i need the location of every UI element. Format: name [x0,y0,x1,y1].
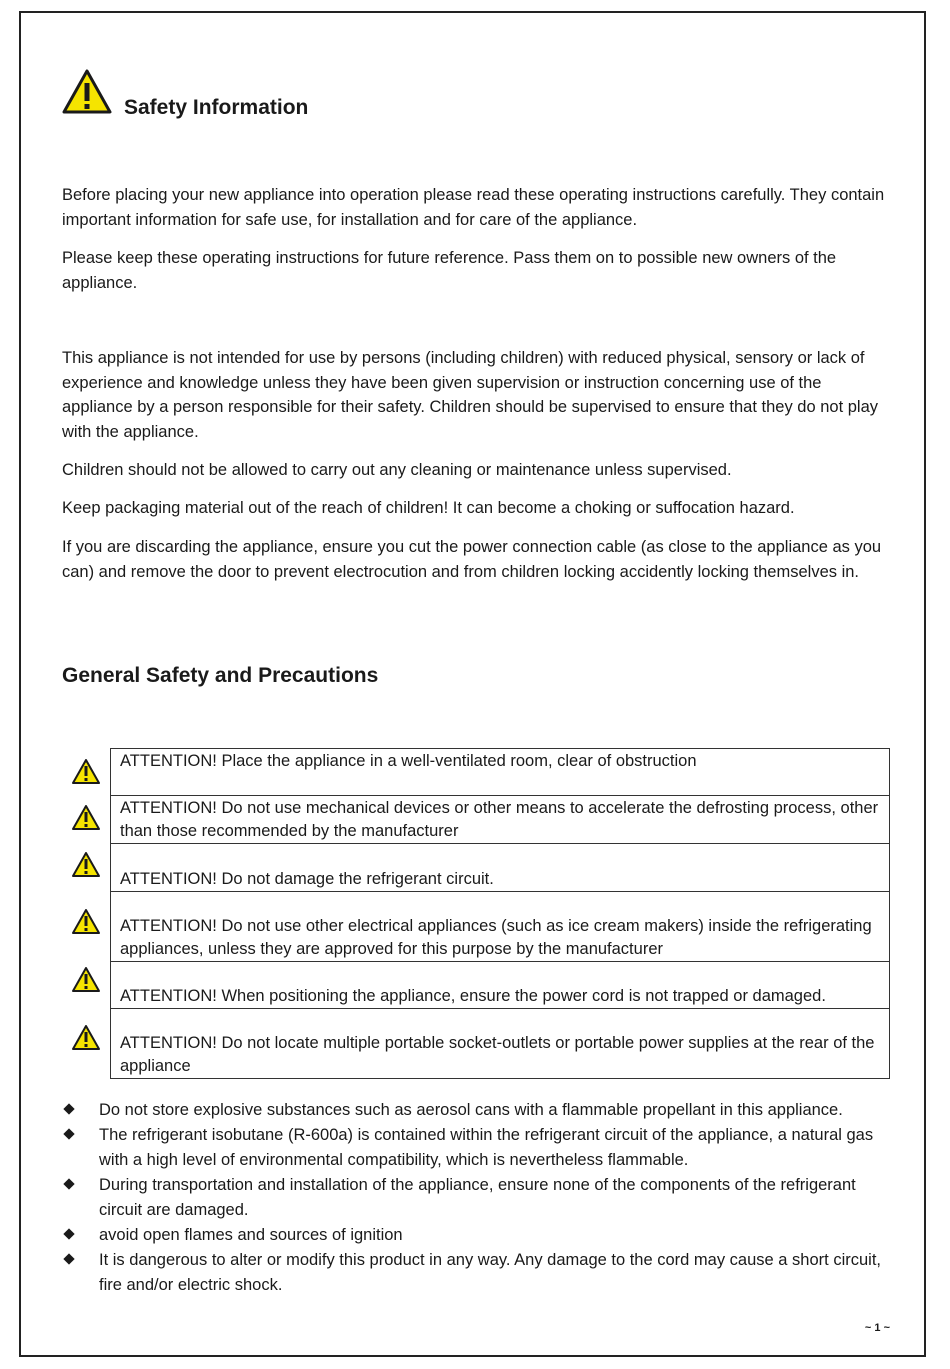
attention-table [110,748,890,1079]
diamond-bullet-icon [63,1129,74,1140]
list-item: avoid open flames and sources of ignition [62,1223,892,1248]
intro-paragraph-2: Please keep these operating instructions for future reference. Pass them on to possible new owners of the appliance. [62,249,837,292]
list-item: Do not store explosive substances such as aerosol cans with a flammable propellant in this appliance. [62,1098,892,1123]
attention-cell: ATTENTION! Place the appliance in a well-ventilated room, clear of obstruction [111,749,890,796]
attention-cell: ATTENTION! Do not locate multiple portable socket-outlets or portable power supplies at the rear of the appliance [111,1009,890,1079]
attention-cell: ATTENTION! Do not damage the refrigerant circuit. [111,844,890,892]
diamond-bullet-icon [63,1228,74,1239]
warning-triangle-icon [71,1024,101,1051]
warning-triangle-icon [62,69,112,114]
page-number: ~ 1 ~ [864,1322,890,1334]
page-title: Safety Information [124,96,309,119]
diamond-bullet-icon [63,1254,74,1265]
warning-triangle-icon [71,804,101,831]
list-item: It is dangerous to alter or modify this product in any way. Any damage to the cord may cause a short circuit, fire and/or electric shock. [62,1248,892,1298]
warning-triangle-icon [71,851,101,878]
precautions-list [62,1098,892,1298]
diamond-bullet-icon [63,1179,74,1190]
children-paragraph: This appliance is not intended for use by persons (including children) with reduced physical, sensory or lack of experience and knowledge unless they have been given supervision or instruction concerning use of the appliance by a person responsible for their safety. Children should be supervised to ensure that they do not play with the appliance. [62,349,879,441]
list-item: The refrigerant isobutane (R-600a) is contained within the refrigerant circuit of the appliance, a natural gas with a high level of environmental compatibility, which is nevertheless flammable. [62,1123,892,1173]
warning-triangle-icon [71,908,101,935]
cleaning-paragraph: Children should not be allowed to carry out any cleaning or maintenance unless supervised. [62,461,732,479]
section-heading: General Safety and Precautions [62,664,379,687]
attention-cell: ATTENTION! Do not use mechanical devices or other means to accelerate the defrosting process, other than those recommended by the manufacturer [111,796,890,844]
intro-paragraph-1: Before placing your new appliance into operation please read these operating instructions carefully. They contain important information for safe use, for installation and for care of the appliance. [62,186,885,229]
warning-triangle-icon [71,758,101,785]
list-item: During transportation and installation of the appliance, ensure none of the components of the refrigerant circuit are damaged. [62,1173,892,1223]
discarding-paragraph: If you are discarding the appliance, ensure you cut the power connection cable (as close to the appliance as you can) and remove the door to prevent electrocution and from children locking accidently locking themselves in. [62,538,882,581]
attention-cell: ATTENTION! When positioning the appliance, ensure the power cord is not trapped or damaged. [111,962,890,1009]
diamond-bullet-icon [63,1103,74,1114]
attention-cell: ATTENTION! Do not use other electrical appliances (such as ice cream makers) inside the refrigerating appliances, unless they are approved for this purpose by the manufacturer [111,892,890,962]
warning-triangle-icon [71,966,101,993]
packaging-paragraph: Keep packaging material out of the reach of children! It can become a choking or suffocation hazard. [62,499,795,517]
